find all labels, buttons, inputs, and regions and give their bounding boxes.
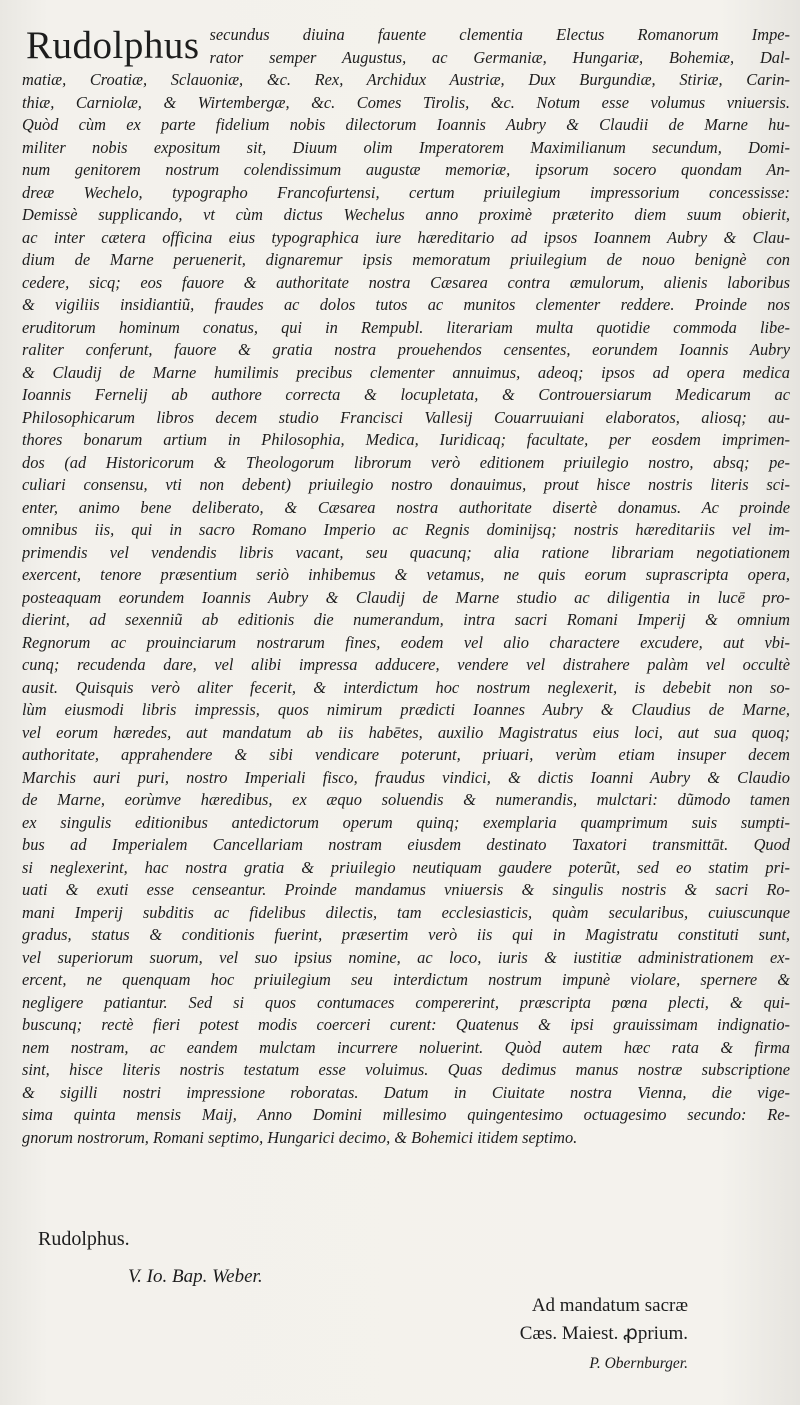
privilege-body [22, 69, 790, 1149]
text-line: gnorum nostrorum, Romani septimo, Hungarici decimo, & Bohemici itidem septimo. [22, 1127, 578, 1147]
text-line: posteaquam eorundem Ioannis Aubry & Claudij de Marne studio ac diligentia in lucē pro- [22, 587, 790, 607]
text-line: de Marne, eorùmve hæredibus, ex æquo soluendis & numerandis, mulctari: dũmodo tamen [22, 790, 790, 809]
text-line: gradus, status & conditionis fuerint, præsertim verò iis qui in Magistratu constituti sunt, [22, 925, 790, 944]
text-line: Ioannis Fernelij ab authore correcta & locupletata, & Controuersiarum Medicarum ac [22, 385, 790, 404]
text-line: sima quinta mensis Maij, Anno Domini millesimo quingentesimo octuagesimo secundo: Re- [22, 1105, 790, 1124]
obernburger-signature: P. Obernburger. [589, 1355, 688, 1372]
text-line: nem nostram, ac eandem mulctam incurrere noluerint. Quòd autem hæc rata & firma [22, 1037, 790, 1057]
mandate-line: Cæs. Maiest. ꝓprium. [519, 1323, 688, 1344]
text-line: negligere patiantur. Sed si quos contumaces compererint, præscripta pœna plecti, & qui- [22, 992, 790, 1012]
mandate-note [520, 1292, 688, 1348]
text-line: dierint, ad sexenniũ ab editionis die numerandum, intra sacri Romani Imperij & omnium [22, 610, 790, 629]
text-line: sint, hisce literis nostris testatum esse voluimus. Quas dedimus manus nostræ subscriptione [22, 1060, 790, 1079]
text-line: omnibus iis, qui in sacro Romano Imperio ac Regnis dominijsq; nostris hæreditariis vel im- [22, 520, 790, 539]
text-line: bus ad Imperialem Cancellariam nostram eiusdem destinato Taxatori transmittāt. Quod [22, 835, 790, 854]
text-line: vel eorum hæredes, aut mandatum ab iis habētes, auxilio Magistratus eius loci, aut sua quoq; [22, 722, 790, 742]
text-line: Regnorum ac prouinciarum nostrarum fines, eodem vel alio charactere excudere, aut vbi- [22, 632, 790, 652]
imperial-privilege-text [22, 24, 790, 1149]
text-line: Marchis auri puri, nostro Imperiali fisco, fraudus vindici, & dictis Ioanni Aubry & Claudio [22, 767, 790, 787]
text-line: raliter conferunt, fauore & gratia nostra prouehendos censentes, eorundem Ioannis Aubry [22, 340, 790, 359]
emperor-signature: Rudolphus. [38, 1228, 130, 1250]
text-line: ac inter cætera officina eius typographica iure hæreditario ad ipsos Ioannem Aubry & Clau- [22, 227, 790, 247]
text-line: si neglexerint, hac nostra gratia & priuilegio neutiquam gaudere poterũt, sed eo statim pri- [22, 857, 790, 877]
text-line: buscunq; rectè fieri potest modis coerceri curent: Quatenus & ipsi grauissimam indignatio- [22, 1015, 790, 1034]
text-line: exercent, tenore præsentium seriò inhibemus & vetamus, ne quis eorum suprascripta opera, [22, 565, 790, 584]
text-line: primendis vel vendendis libris vacant, seu quacunq; alia ratione librariam negotiationem [22, 542, 790, 562]
text-line: mani Imperij subditis ac fidelibus dilectis, tam ecclesiasticis, quàm secularibus, cuiuscunque [22, 902, 790, 922]
text-line: vel superiorum suorum, vel suo ipsius nomine, ac loco, iuris & iustitiæ administrationem ex- [22, 947, 790, 967]
text-line: & Claudij de Marne humilimis precibus clementer annuimus, adeoq; ipsos ad opera medica [22, 362, 790, 382]
text-line: matiæ, Croatiæ, Sclauoniæ, &c. Rex, Archidux Austriæ, Dux Burgundiæ, Stiriæ, Carin- [22, 70, 790, 89]
text-line: Philosophicarum libros decem studio Francisci Vallesij Couarruuiani elaboratos, aliosq; au- [22, 407, 790, 427]
text-line: uati & exuti esse censeantur. Proinde mandamus vniuersis & singulis nostris & sacri Ro- [22, 880, 790, 899]
text-line: & vigiliis insidiantiũ, fraudes ac dolos tutos ac munitos clementer reddere. Proinde nos [22, 295, 790, 314]
text-line: dreæ Wechelo, typographo Francofurtensi, certum priuilegium impressorium concessisse: [22, 182, 790, 202]
text-line: culiari consensu, vti non debent) priuilegio nostro donauimus, prout hisce nostris literis sci- [22, 475, 790, 494]
text-line: thores bonarum artium in Philosophia, Medica, Iuridicaq; facultate, per eosdem imprimen- [22, 430, 790, 449]
text-line: cedere, sicq; eos fauore & authoritate nostra Cæsarea contra æmulorum, alienis laboribus [22, 272, 790, 292]
text-line: & sigilli nostri impressione roboratas. Datum in Ciuitate nostra Vienna, die vige- [22, 1082, 790, 1102]
text-line: rator semper Augustus, ac Germaniæ, Hungariæ, Bohemiæ, Dal- [209, 47, 790, 67]
text-line: ex singulis editionibus antedictorum operum quinq; exemplaria quamprimum suis sumpti- [22, 812, 790, 832]
text-line: eruditorum hominum conatus, qui in Rempubl. literariam multa quotidie commoda libe- [22, 317, 790, 337]
text-line: num genitorem nostrum colendissimum augustæ memoriæ, ipsorum socero quondam An- [22, 160, 790, 179]
text-line: lùm eiusmodi libris impressis, quos nimirum prædicti Ioannes Aubry & Claudius de Marne, [22, 700, 790, 719]
text-line: Demissè supplicando, vt cùm dictus Wechelus anno proximè præterito diem suum obierit, [22, 205, 790, 224]
text-line: enter, animo bene deliberato, & Cæsarea nostra authoritate disertè donamus. Ac proinde [22, 497, 790, 517]
secretary-signature: V. Io. Bap. Weber. [128, 1266, 263, 1287]
text-line: ausit. Quisquis verò aliter fecerit, & interdictum hoc nostrum neglexerit, is debebit non so- [22, 677, 790, 697]
initial-word: Rudolphus [26, 24, 200, 67]
text-line: militer nobis expositum sit, Diuum olim Imperatorem Maximilianum secundum, Domi- [22, 137, 790, 157]
text-line: cunq; recudenda dare, vel alibi impressa adducere, vendere vel distrahere palàm vel occultè [22, 655, 790, 674]
text-line: Quòd cùm ex parte fidelium nobis dilectorum Ioannis Aubry & Claudii de Marne hu- [22, 115, 790, 134]
text-line: secundus diuina fauente clementia Electus Romanorum Impe- [209, 25, 790, 44]
text-line: dium de Marne peruenerit, dignaremur ipsis memoratum priuilegium de nouo benignè con [22, 250, 790, 269]
text-line: dos (ad Historicorum & Theologorum librorum verò editionem priuilegio nostro, absq; pe- [22, 452, 790, 472]
text-line: thiæ, Carniolæ, & Wirtembergæ, &c. Comes Tirolis, &c. Notum esse volumus vniuersis. [22, 92, 790, 112]
text-line: ercent, ne quenquam hoc priuilegium seu interdictum nostrum impunè violare, spernere & [22, 970, 790, 989]
text-line: authoritate, apprahendere & sibi vendicare poterunt, priuari, verùm etiam insuper decem [22, 745, 790, 764]
mandate-line: Ad mandatum sacræ [531, 1295, 688, 1316]
